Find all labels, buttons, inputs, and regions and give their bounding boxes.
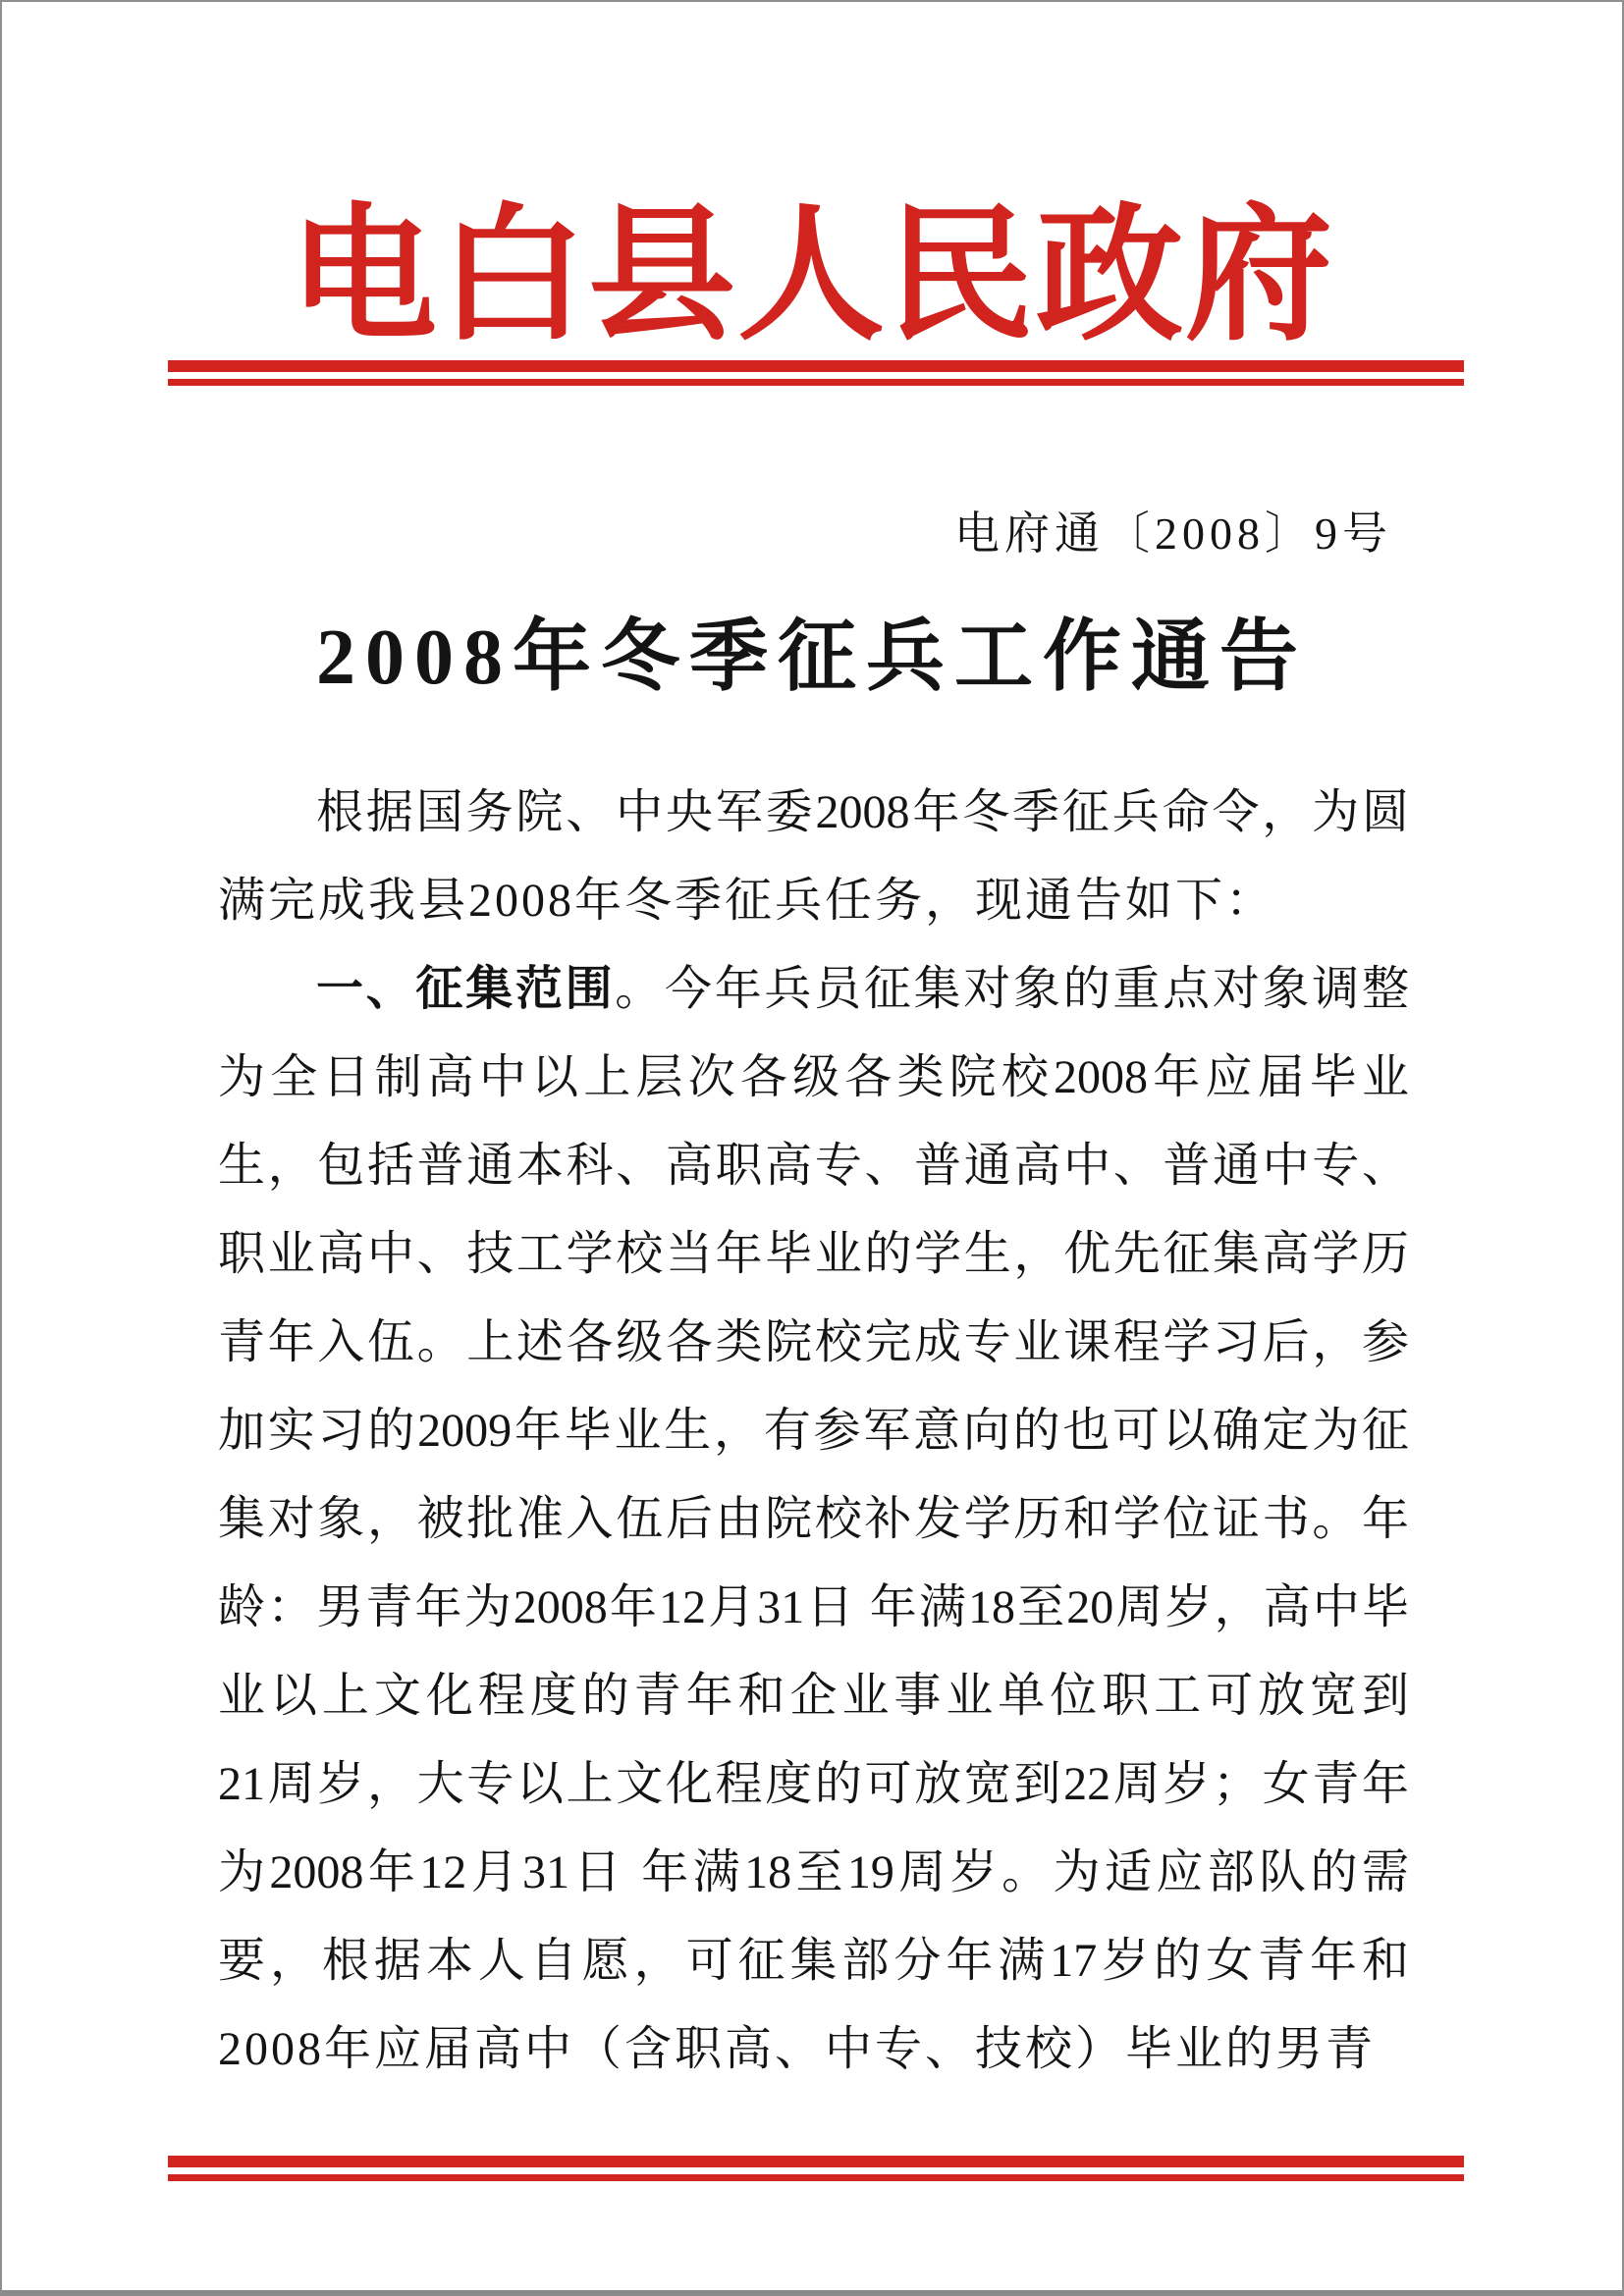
- body-line: [218, 1652, 1409, 1740]
- body-text-segment: 龄：男青年为2008年12月31日 年满18至20周岁，高中毕: [218, 1581, 1409, 1633]
- body-line: [218, 1475, 1409, 1564]
- body-line: [218, 1299, 1409, 1387]
- body-text-segment: 加实习的2009年毕业生，有参军意向的也可以确定为征: [218, 1405, 1409, 1457]
- body-line: [218, 1122, 1409, 1210]
- footer-rule-thin: [168, 2174, 1464, 2181]
- document-number: 电府通〔2008〕9号: [954, 508, 1392, 559]
- body-line: [218, 1917, 1409, 2005]
- body-text-segment: 为2008年12月31日 年满18至19周岁。为适应部队的需: [218, 1846, 1409, 1898]
- body-text-segment: 生，包括普通本科、高职高专、普通高中、普通中专、: [218, 1140, 1409, 1192]
- body-line: [218, 1034, 1409, 1122]
- document-body: [218, 769, 1409, 2094]
- body-text-segment: 。今年兵员征集对象的重点对象调整: [615, 963, 1409, 1015]
- body-text-segment: 21周岁，大专以上文化程度的可放宽到22周岁；女青年: [218, 1758, 1409, 1810]
- letterhead-rule-thin: [168, 379, 1464, 386]
- body-line: [218, 1210, 1409, 1299]
- body-line: [218, 1564, 1409, 1652]
- section-heading: 一、征集范围: [316, 963, 616, 1015]
- body-text-segment: 满完成我县2008年冬季征兵任务，现通告如下：: [218, 875, 1276, 927]
- body-text-segment: 业以上文化程度的青年和企业事业单位职工可放宽到: [218, 1670, 1409, 1722]
- body-text-segment: 2008年应届高中（含职高、中专、技校）毕业的男青: [218, 2023, 1377, 2075]
- letterhead-rule-thick: [168, 360, 1464, 372]
- document-title: 2008年冬季征兵工作通告: [316, 614, 1308, 701]
- body-text-segment: 集对象，被批准入伍后由院校补发学历和学位证书。年: [218, 1493, 1409, 1545]
- body-line: [218, 2005, 1409, 2094]
- body-text-segment: 为全日制高中以上层次各级各类院校2008年应届毕业: [218, 1051, 1409, 1103]
- body-text-segment: 根据国务院、中央军委2008年冬季征兵命令，为圆: [316, 786, 1409, 838]
- body-line: [218, 769, 1409, 857]
- body-line: [218, 1740, 1409, 1829]
- letterhead-title: 电白县人民政府: [289, 195, 1334, 358]
- body-line: [218, 945, 1409, 1034]
- body-text-segment: 要，根据本人自愿，可征集部分年满17岁的女青年和: [218, 1935, 1409, 1987]
- footer-rule-thick: [168, 2156, 1464, 2167]
- body-line: [218, 1387, 1409, 1475]
- body-text-segment: 青年入伍。上述各级各类院校完成专业课程学习后，参: [218, 1316, 1409, 1368]
- body-text-segment: 职业高中、技工学校当年毕业的学生，优先征集高学历: [218, 1228, 1409, 1280]
- body-line: [218, 857, 1409, 945]
- body-line: [218, 1829, 1409, 1917]
